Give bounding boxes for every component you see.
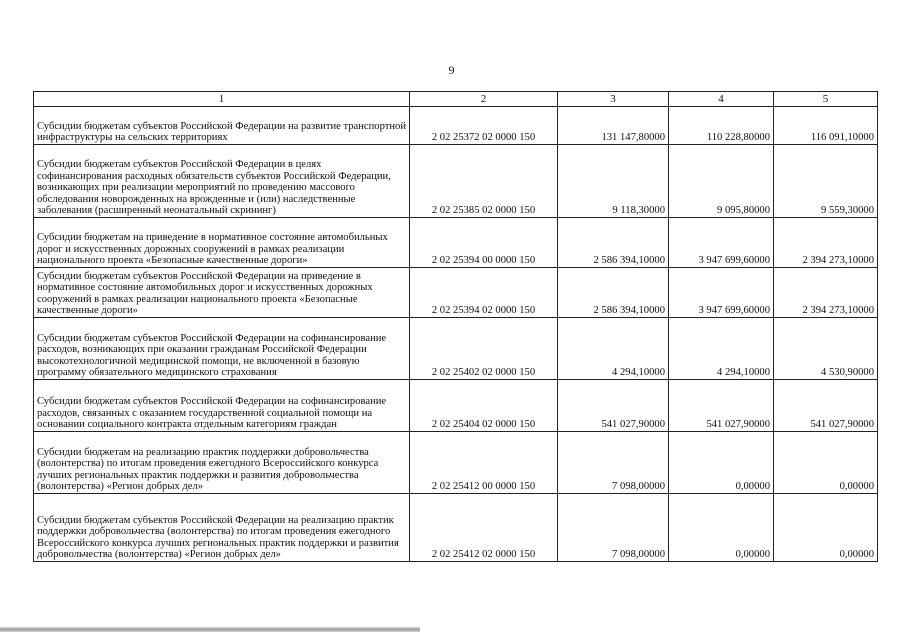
budget-code: 2 02 25394 00 0000 150 (410, 218, 558, 268)
header-row (34, 92, 878, 107)
budget-code: 2 02 25372 02 0000 150 (410, 107, 558, 145)
amount-col-5: 2 394 273,10000 (774, 218, 878, 268)
budget-revenue-table (33, 91, 878, 562)
amount-col-5: 116 091,10000 (774, 107, 878, 145)
amount-col-4: 110 228,80000 (669, 107, 774, 145)
page-number: 9 (448, 63, 455, 77)
table-row (34, 218, 878, 268)
budget-code: 2 02 25385 02 0000 150 (410, 145, 558, 218)
amount-col-5: 541 027,90000 (774, 380, 878, 432)
amount-col-4: 3 947 699,60000 (669, 218, 774, 268)
subsidy-name: Субсидии бюджетам на реализацию практик поддержки добровольчества (волонтерства) по итогам проведения ежегодного Всероссийского конкурса лучших региональных практик поддержки и развития добровольчества (волонтерства) «Регион добрых дел» (34, 432, 410, 494)
amount-col-3: 131 147,80000 (558, 107, 669, 145)
table-row (34, 145, 878, 218)
scan-edge-artifact (0, 627, 420, 632)
amount-col-5: 0,00000 (774, 494, 878, 562)
amount-col-4: 9 095,80000 (669, 145, 774, 218)
amount-col-4: 4 294,10000 (669, 318, 774, 380)
column-header-1: 1 (34, 92, 410, 107)
budget-code: 2 02 25394 02 0000 150 (410, 268, 558, 318)
budget-code: 2 02 25412 00 0000 150 (410, 432, 558, 494)
table-row (34, 380, 878, 432)
amount-col-4: 3 947 699,60000 (669, 268, 774, 318)
column-header-4: 4 (669, 92, 774, 107)
amount-col-3: 4 294,10000 (558, 318, 669, 380)
column-header-3: 3 (558, 92, 669, 107)
amount-col-3: 2 586 394,10000 (558, 218, 669, 268)
budget-code: 2 02 25402 02 0000 150 (410, 318, 558, 380)
budget-code: 2 02 25404 02 0000 150 (410, 380, 558, 432)
subsidy-name: Субсидии бюджетам субъектов Российской Федерации на приведение в нормативное состояние автомобильных дорог и искусственных дорожных сооружений в рамках реализации национального проекта «Безопасные качественные дороги» (34, 268, 410, 318)
amount-col-3: 7 098,00000 (558, 494, 669, 562)
amount-col-5: 9 559,30000 (774, 145, 878, 218)
amount-col-3: 9 118,30000 (558, 145, 669, 218)
column-header-5: 5 (774, 92, 878, 107)
amount-col-4: 0,00000 (669, 494, 774, 562)
subsidy-name: Субсидии бюджетам субъектов Российской Федерации на реализацию практик поддержки добровольчества (волонтерства) по итогам проведения ежегодного Всероссийского конкурса лучших региональных практик поддержки и развития добровольчества (волонтерства) «Регион добрых дел» (34, 494, 410, 562)
amount-col-4: 0,00000 (669, 432, 774, 494)
table-row (34, 494, 878, 562)
amount-col-4: 541 027,90000 (669, 380, 774, 432)
subsidy-name: Субсидии бюджетам субъектов Российской Федерации на софинансирование расходов, связанных с оказанием государственной социальной помощи на основании социального контракта отдельным категориям граждан (34, 380, 410, 432)
budget-code: 2 02 25412 02 0000 150 (410, 494, 558, 562)
subsidy-name: Субсидии бюджетам субъектов Российской Федерации в целях софинансирования расходных обязательств субъектов Российской Федерации, возникающих при реализации мероприятий по проведению массового обследования новорожденных на врожденные и (или) наследственные заболевания (расширенный неонатальный скрининг) (34, 145, 410, 218)
table-row (34, 268, 878, 318)
column-header-2: 2 (410, 92, 558, 107)
amount-col-5: 2 394 273,10000 (774, 268, 878, 318)
table-row (34, 318, 878, 380)
amount-col-3: 541 027,90000 (558, 380, 669, 432)
amount-col-3: 7 098,00000 (558, 432, 669, 494)
table-row (34, 432, 878, 494)
subsidy-name: Субсидии бюджетам субъектов Российской Федерации на развитие транспортной инфраструктуры на сельских территориях (34, 107, 410, 145)
subsidy-name: Субсидии бюджетам субъектов Российской Федерации на софинансирование расходов, возникающих при оказании гражданам Российской Федерации высокотехнологичной медицинской помощи, не включенной в базовую программу обязательного медицинского страхования (34, 318, 410, 380)
amount-col-5: 4 530,90000 (774, 318, 878, 380)
table-row (34, 107, 878, 145)
subsidy-name: Субсидии бюджетам на приведение в нормативное состояние автомобильных дорог и искусственных дорожных сооружений в рамках реализации национального проекта «Безопасные качественные дороги» (34, 218, 410, 268)
amount-col-5: 0,00000 (774, 432, 878, 494)
amount-col-3: 2 586 394,10000 (558, 268, 669, 318)
